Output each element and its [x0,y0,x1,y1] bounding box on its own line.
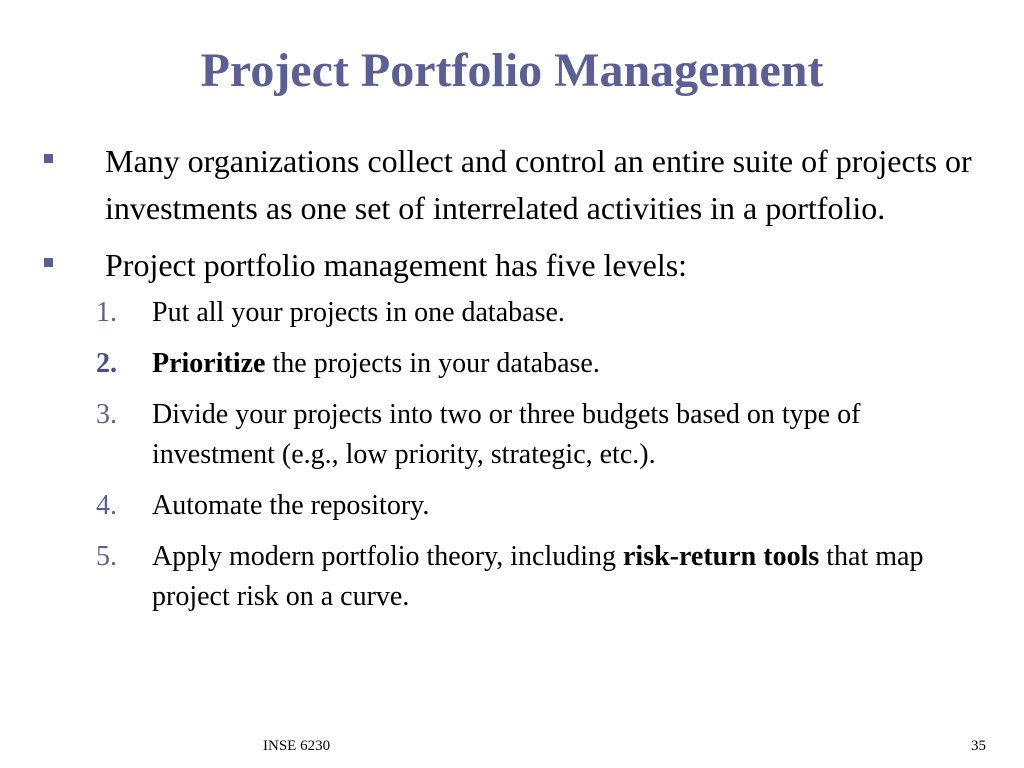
page-number: 35 [971,738,986,754]
bullet-list [0,138,1024,628]
item-number: 2. [96,348,117,379]
item-text: Put all your projects in one database. [152,297,565,328]
numbered-item [0,486,980,526]
item-text-lead: Apply modern portfolio theory, including [152,541,623,572]
slide-title: Project Portfolio Management [200,44,824,97]
item-text: Divide your projects into two or three budgets based on type of investment (e.g., low priority, strategic, etc.). [152,399,861,470]
item-number: 1. [96,297,117,328]
item-text: the projects in your database. [265,348,600,379]
numbered-item [0,395,980,475]
numbered-list [0,293,1024,617]
item-bold-text: risk-return tools [623,541,820,572]
square-bullet-icon [44,258,53,267]
numbered-item [0,293,980,333]
footer-course: INSE 6230 [263,738,331,754]
square-bullet-icon [44,154,53,163]
item-text: Automate the repository. [152,490,430,521]
item-bold-text: Prioritize [152,348,266,379]
item-text: that map project risk on a curve. [152,541,924,612]
bullet-text: Many organizations collect and control an entire suite of projects or investments as one set of interrelated activities in a portfolio. [105,143,972,226]
numbered-item [0,344,980,384]
item-number: 5. [96,541,117,572]
numbered-item [0,537,980,617]
bullet-item [0,242,1010,289]
bullet-text: Project portfolio management has five levels: [105,247,688,283]
item-number: 4. [96,490,117,521]
bullet-item [0,138,1010,232]
item-number: 3. [96,399,117,430]
